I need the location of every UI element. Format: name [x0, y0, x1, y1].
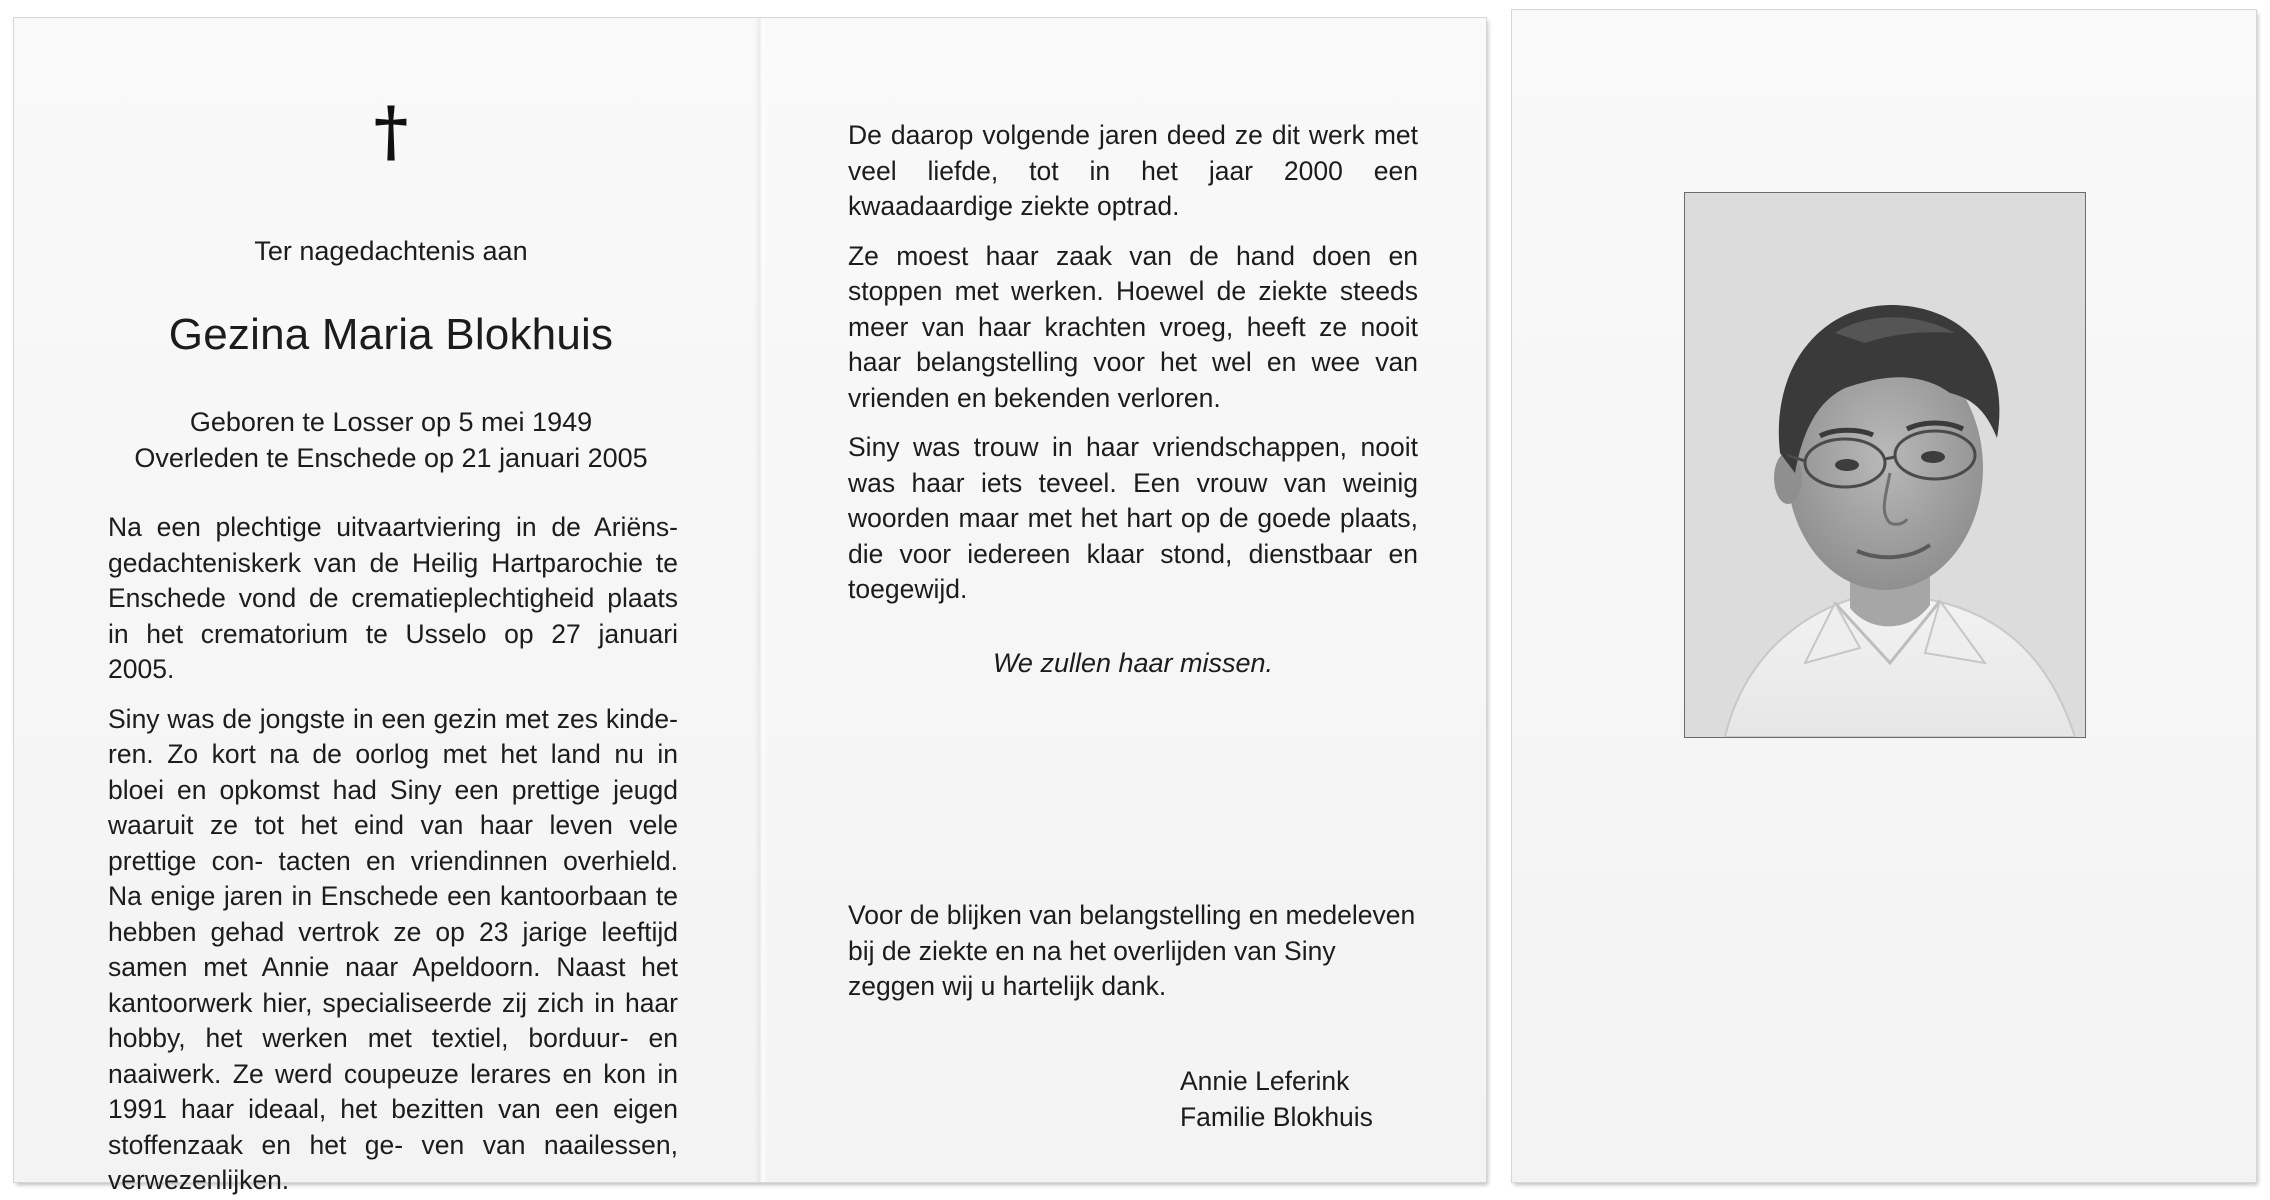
signature-name-2: Familie Blokhuis: [1180, 1102, 1373, 1132]
deceased-name: Gezina Maria Blokhuis: [168, 310, 614, 359]
life-dates: [14, 404, 768, 476]
memorial-intro: Ter nagedachtenis aan: [254, 236, 528, 266]
work-paragraph: De daarop volgende jaren deed ze dit werk met veel liefde, tot in het jaar 2000 een kwaadaardige ziekte optrad.: [848, 120, 1418, 221]
death-line: Overleden te Enschede op 21 januari 2005: [134, 443, 648, 473]
character-paragraph: Siny was trouw in haar vriendschappen, nooit was haar iets teveel. Een vrouw van weinig woorden maar met het hart op de goede plaats, die voor iedereen klaar stond, dienstbaar en toegewijd.: [848, 432, 1418, 604]
illness-paragraph: Ze moest haar zaak van de hand doen en stoppen met werken. Hoewel de ziekte steeds meer van haar krachten vroeg, heeft ze nooit haar belangstelling voor het wel en wee van vrienden en bekenden verloren.: [848, 240, 1418, 413]
birth-line: Geboren te Losser op 5 mei 1949: [189, 407, 593, 437]
signature-block: [1180, 1063, 1373, 1135]
card-fold: [754, 18, 768, 1182]
memorial-card-photo-side: [1512, 10, 2256, 1182]
left-text-body: [108, 510, 678, 1200]
portrait-photo: [1684, 192, 2086, 738]
life-paragraph: Siny was de jongste in een gezin met zes kinde- ren. Zo kort na de oorlog met het land nu in bloei en opkomst had Siny een prettige jeugd waaruit ze tot het eind van haar leven vele prettige con- tacten en vriendinnen overhield. Na enige jaren in Enschede een kantoorbaan te hebben gehad vertrok ze op 23 jarige leeftijd samen met Annie naar Apeldoorn. Naast het kantoorwerk hier, specialiseerde zij zich in haar hobby, het werken met textiel, borduur- en naaiwerk. Ze werd coupeuze lerares en kon in 1991 haar ideaal, het bezitten van een eigen stoffenzaak en het ge- ven van naailessen, verwezenlijken.: [108, 703, 678, 1195]
portrait-illustration: [1685, 193, 2085, 737]
thanks-text: Voor de blijken van belangstelling en medeleven bij de ziekte en na het overlijden van Siny zeggen wij u hartelijk dank.: [848, 900, 1416, 1001]
right-text-body: [848, 118, 1418, 622]
cross-symbol: †: [373, 92, 409, 170]
funeral-paragraph: Na een plechtige uitvaartviering in de Ariëns- gedachteniskerk van de Heilig Hartparochie te Enschede vond de crematieplechtigheid plaats in het crematorium te Usselo op 27 januari 2005.: [108, 512, 678, 684]
closing-line: We zullen haar missen.: [992, 648, 1274, 678]
memorial-card-inside: [14, 18, 1486, 1195]
signature-name-1: Annie Leferink: [1180, 1066, 1350, 1096]
